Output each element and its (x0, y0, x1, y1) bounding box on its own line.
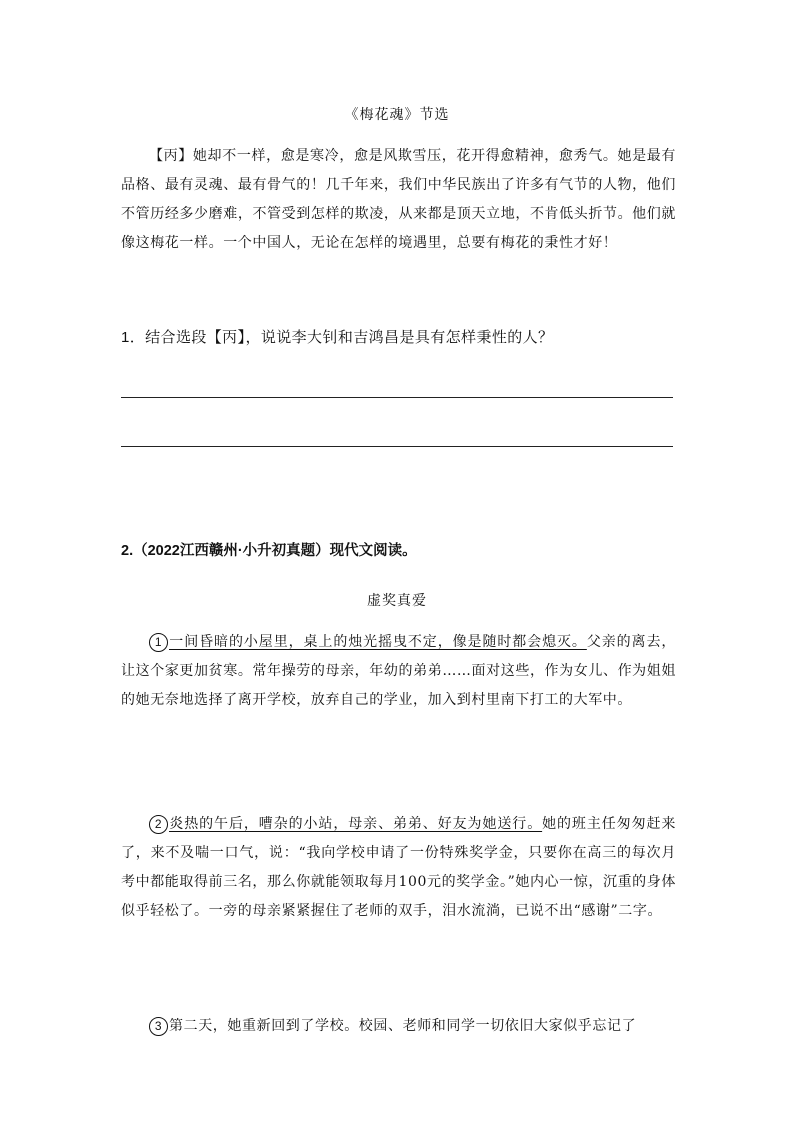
article-paragraph-1 (121, 628, 676, 715)
paragraph-3-text: 第二天，她重新回到了学校。校园、老师和同学一切依旧大家似乎忘记了 (169, 1018, 637, 1034)
question-1: 1．结合选段【丙】，说说李大钊和吉鸿昌是具有怎样秉性的人？ (121, 329, 554, 346)
paragraph-2-text: 她的班主任匆匆赶来了，来不及喘一口气，说：“我向学校申请了一份特殊奖学金，只要你在高三的每次月考中都能取得前三名，那么你就能领取每月100元的奖学金。”她内心一惊，沉重的身体似乎轻松了。一旁的母亲紧紧握住了老师的双手，泪水流淌，已说不出“感谢”二字。 (121, 816, 677, 919)
article-paragraph-3 (121, 1012, 676, 1041)
paragraph-1-text: 父亲的离去，让这个家更加贫寒。常年操劳的母亲，年幼的弟弟……面对这些，作为女儿、作为姐姐的她无奈地选择了离开学校，放弃自己的学业，加入到村里南下打工的大军中。 (121, 634, 676, 708)
paragraph-number-3: 3 (149, 1017, 168, 1036)
article-title: 虚奖真爱 (367, 593, 427, 609)
paragraph-number-2: 2 (149, 815, 168, 834)
excerpt-title: 《梅花魂》节选 (344, 107, 450, 123)
paragraph-number-1: 1 (149, 633, 168, 652)
answer-line-1[interactable] (121, 397, 673, 398)
underlined-sentence-1: 一间昏暗的小屋里，桌上的烛光摇曳不定，像是随时都会熄灭。 (169, 634, 587, 650)
article-paragraph-2 (121, 810, 676, 926)
question-2-heading: 2.（2022江西赣州·小升初真题）现代文阅读。 (121, 543, 417, 559)
underlined-sentence-2: 炎热的午后，嘈杂的小站，母亲、弟弟、好友为她送行。 (169, 816, 543, 832)
excerpt-paragraph: 【丙】她却不一样，愈是寒冷，愈是风欺雪压，花开得愈精神，愈秀气。她是最有品格、最有灵魂、最有骨气的！几千年来，我们中华民族出了许多有气节的人物，他们不管历经多少磨难，不管受到怎样的欺凌，从来都是顶天立地，不肯低头折节。他们就像这梅花一样。一个中国人，无论在怎样的境遇里，总要有梅花的秉性才好！ (121, 148, 676, 251)
answer-line-2[interactable] (121, 446, 673, 447)
